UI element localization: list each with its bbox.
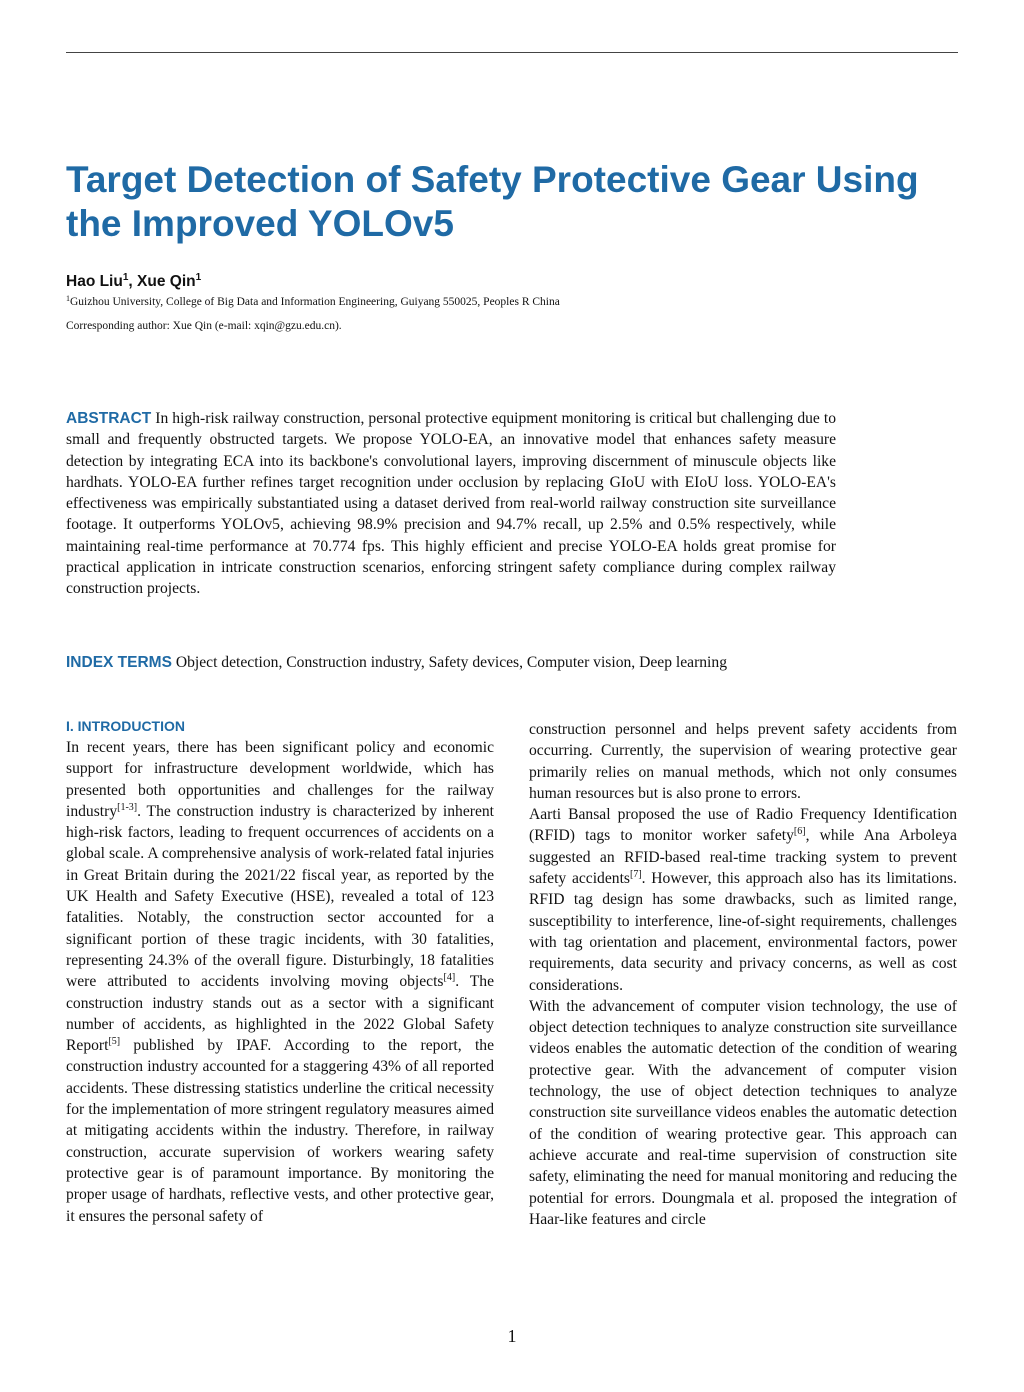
affiliation-text: Guizhou University, College of Big Data and Information Engineering, Guiyang 550025, Peoples R China xyxy=(70,296,560,308)
intro-paragraph xyxy=(66,737,494,1227)
body-text: . The construction industry is characterized by inherent high-risk factors, leading to frequent occurrences of accidents on a global scale. A comprehensive analysis of work-related fatal injuries in Great Britain during the 2021/22 fiscal year, as reported by the UK Health and Safety Executive (HSE), revealed a total of 123 fatalities. Notably, the construction sector accounted for a significant portion of these tragic incidents, with 30 fatalities, representing 24.3% of the overall figure. Disturbingly, 18 fatalities were attributed to accidents involving moving objects xyxy=(66,802,494,991)
column-right xyxy=(529,719,957,1230)
author-name: Hao Liu xyxy=(66,273,123,290)
body-text: In recent years, there has been significant policy and economic support for infrastructure development worldwide, which has presented both opportunities and challenges for the railway industry xyxy=(66,739,494,820)
abstract-label: ABSTRACT xyxy=(66,410,152,427)
abstract-text: In high-risk railway construction, personal protective equipment monitoring is critical but challenging due to small and frequently obstructed targets. We propose YOLO-EA, an innovative model that enhances safety measure detection by integrating ECA into its backbone's convolutional layers, improving discernment of minuscule objects like hardhats. YOLO-EA further refines target recognition under occlusion by replacing GIoU with EIoU loss. YOLO-EA's effectiveness was empirically substantiated using a dataset derived from real-world railway construction site surveillance footage. It outperforms YOLOv5, achieving 98.9% precision and 94.7% recall, up 2.5% and 0.5% respectively, while maintaining real-time performance at 70.774 fps. This highly efficient and precise YOLO-EA holds great promise for practical application in intricate construction scenarios, enforcing stringent safety compliance during complex railway construction projects. xyxy=(66,410,836,598)
author-affil-mark: 1 xyxy=(195,272,202,283)
intro-paragraph xyxy=(529,804,957,996)
abstract xyxy=(66,408,836,600)
author-name: Xue Qin xyxy=(137,273,196,290)
citation: [1-3] xyxy=(117,801,138,813)
affiliation-mark: 1 xyxy=(66,294,70,303)
author-separator: , xyxy=(128,273,138,290)
body-text: . However, this approach also has its limitations. RFID tag design has some drawbacks, such as limited range, susceptibility to interference, line-of-sight requirements, challenges with tag orientation and placement, environmental factors, power requirements, data security and privacy concerns, as well as cost considerations. xyxy=(529,870,957,994)
body-text: , while Ana Arboleya suggested an RFID-based real-time tracking system to prevent safety accidents xyxy=(529,827,957,888)
index-terms-text: Object detection, Construction industry, Safety devices, Computer vision, Deep learning xyxy=(175,654,727,671)
citation: [6] xyxy=(793,826,806,838)
affiliation xyxy=(66,296,560,308)
citation: [7] xyxy=(629,869,642,881)
body-text: published by IPAF. According to the report, the construction industry accounted for a staggering 43% of all reported accidents. These distressing statistics underline the critical necessity for the implementation of more stringent regulatory measures aimed at mitigating accidents within the industry. Therefore, in railway construction, accurate supervision of workers wearing safety protective gear is of paramount importance. By monitoring the proper usage of hardhats, reflective vests, and other protective gear, it ensures the personal safety of xyxy=(66,1037,494,1225)
header-rule xyxy=(66,52,958,53)
corresponding-author: Corresponding author: Xue Qin (e-mail: xqin@gzu.edu.cn). xyxy=(66,320,342,332)
body-text: Aarti Bansal proposed the use of Radio Frequency Identification (RFID) tags to monitor worker safety xyxy=(529,806,957,845)
author-affil-mark: 1 xyxy=(122,272,129,283)
citation: [4] xyxy=(443,972,456,984)
page-number: 1 xyxy=(507,1326,517,1346)
paper-title: Target Detection of Safety Protective Gear Using the Improved YOLOv5 xyxy=(66,159,919,244)
body-text: . The construction industry stands out as a sector with a significant number of accidents, as highlighted in the 2022 Global Safety Report xyxy=(66,973,494,1055)
intro-paragraph: With the advancement of computer vision technology, the use of object detection techniques to analyze construction site surveillance videos enables the automatic detection of the condition of wearing protective gear. With the advancement of computer vision technology, the use of object detection techniques to analyze construction site surveillance videos enables the automatic detection of the condition of wearing protective gear. This approach can achieve accurate and real-time supervision of construction site safety, eliminating the need for manual monitoring and reducing the potential for errors. Doungmala et al. proposed the integration of Haar-like features and circle xyxy=(529,997,957,1228)
author-line xyxy=(66,273,201,291)
index-terms-label: INDEX TERMS xyxy=(66,654,172,671)
column-left xyxy=(66,737,494,1227)
index-terms xyxy=(66,652,946,673)
intro-paragraph: construction personnel and helps prevent safety accidents from occurring. Currently, the supervision of wearing protective gear primarily relies on manual methods, which not only consumes human resources but is also prone to errors. xyxy=(529,721,957,802)
section-heading: I. INTRODUCTION xyxy=(66,718,185,734)
citation: [5] xyxy=(108,1036,121,1048)
